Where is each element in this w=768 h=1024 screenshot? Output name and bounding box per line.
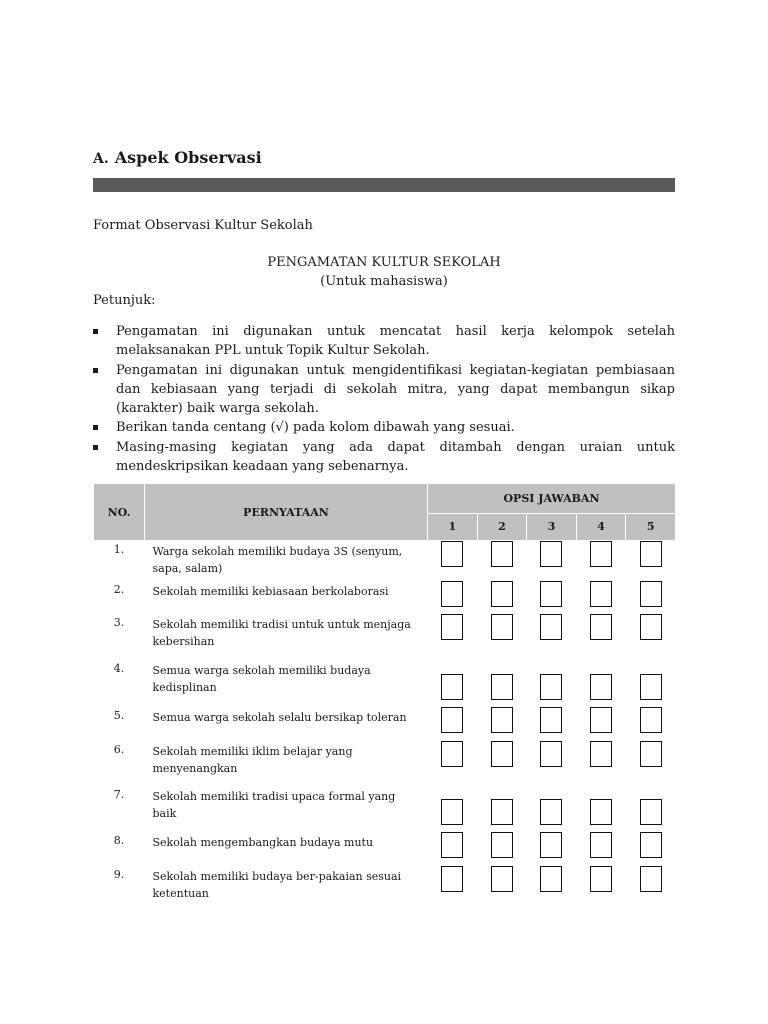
option-checkbox[interactable] xyxy=(640,832,662,858)
option-checkbox[interactable] xyxy=(590,674,612,700)
instruction-item xyxy=(93,322,675,361)
option-checkbox[interactable] xyxy=(441,832,463,858)
instructions-label: Petunjuk: xyxy=(93,293,156,308)
instruction-text: Pengamatan ini digunakan untuk mencatat hasil kerja kelompok setelah melaksanakan PPL untuk Topik Kultur Sekolah. xyxy=(116,324,675,359)
instruction-text: Berikan tanda centang (√) pada kolom dibawah yang sesuai. xyxy=(116,420,515,436)
option-checkbox[interactable] xyxy=(441,707,463,733)
option-checkbox[interactable] xyxy=(590,741,612,767)
table-row xyxy=(94,828,676,866)
row-statement: Sekolah memiliki tradisi upaca formal yang baik xyxy=(152,789,396,820)
header-options: OPSI JAWABAN xyxy=(428,484,676,514)
header-option-number: 1 xyxy=(428,513,478,540)
option-checkbox[interactable] xyxy=(491,614,513,640)
header-option-number: 5 xyxy=(626,513,676,540)
option-checkbox[interactable] xyxy=(441,614,463,640)
table-row xyxy=(94,786,676,828)
row-number: 5. xyxy=(113,708,125,722)
option-checkbox[interactable] xyxy=(540,674,562,700)
table-row xyxy=(94,614,676,660)
option-checkbox[interactable] xyxy=(590,541,612,567)
row-statement: Semua warga sekolah selalu bersikap toleran xyxy=(152,710,407,724)
option-checkbox[interactable] xyxy=(540,832,562,858)
option-checkbox[interactable] xyxy=(441,866,463,892)
option-checkbox[interactable] xyxy=(491,866,513,892)
table-row xyxy=(94,581,676,614)
option-checkbox[interactable] xyxy=(540,799,562,825)
document-title: PENGAMATAN KULTUR SEKOLAH xyxy=(267,255,501,270)
table-row xyxy=(94,741,676,786)
row-statement: Sekolah memiliki budaya ber-pakaian sesuai ketentuan xyxy=(152,869,402,900)
square-bullet-icon xyxy=(93,425,98,430)
square-bullet-icon xyxy=(93,329,98,334)
option-checkbox[interactable] xyxy=(441,741,463,767)
option-checkbox[interactable] xyxy=(441,581,463,607)
observation-table xyxy=(93,483,676,908)
option-checkbox[interactable] xyxy=(540,707,562,733)
document-subtitle: (Untuk mahasiswa) xyxy=(320,274,448,289)
option-checkbox[interactable] xyxy=(640,541,662,567)
option-checkbox[interactable] xyxy=(540,541,562,567)
row-statement: Semua warga sekolah memiliki budaya kedisplinan xyxy=(152,663,371,694)
row-number: 9. xyxy=(113,867,125,881)
row-number: 7. xyxy=(113,787,125,801)
header-statement: PERNYATAAN xyxy=(145,484,428,541)
option-checkbox[interactable] xyxy=(590,614,612,640)
instruction-item xyxy=(93,418,675,437)
header-option-number: 4 xyxy=(576,513,626,540)
header-no: NO. xyxy=(94,484,145,541)
option-checkbox[interactable] xyxy=(640,674,662,700)
row-number: 3. xyxy=(113,615,125,629)
option-checkbox[interactable] xyxy=(491,741,513,767)
section-title: Aspek Observasi xyxy=(114,148,262,167)
instruction-item xyxy=(93,361,675,419)
instruction-text: Pengamatan ini digunakan untuk mengidentifikasi kegiatan-kegiatan pembiasaan dan kebiasaan yang terjadi di sekolah mitra, yang dapat membangun sikap (karakter) baik warga sekolah. xyxy=(116,362,675,417)
row-statement: Sekolah mengembangkan budaya mutu xyxy=(152,835,374,849)
row-statement: Warga sekolah memiliki budaya 3S (senyum, sapa, salam) xyxy=(152,545,403,575)
row-statement: Sekolah memiliki kebiasaan berkolaborasi xyxy=(152,584,389,598)
section-heading xyxy=(93,148,262,167)
option-checkbox[interactable] xyxy=(590,799,612,825)
option-checkbox[interactable] xyxy=(540,581,562,607)
option-checkbox[interactable] xyxy=(540,614,562,640)
option-checkbox[interactable] xyxy=(491,799,513,825)
row-number: 4. xyxy=(113,661,125,675)
option-checkbox[interactable] xyxy=(640,581,662,607)
instructions-list xyxy=(93,322,675,476)
option-checkbox[interactable] xyxy=(640,614,662,640)
option-checkbox[interactable] xyxy=(640,799,662,825)
table-row xyxy=(94,866,676,908)
option-checkbox[interactable] xyxy=(491,832,513,858)
option-checkbox[interactable] xyxy=(441,541,463,567)
option-checkbox[interactable] xyxy=(640,866,662,892)
table-row xyxy=(94,660,676,703)
option-checkbox[interactable] xyxy=(590,832,612,858)
table-row xyxy=(94,541,676,581)
option-checkbox[interactable] xyxy=(441,799,463,825)
header-option-number: 3 xyxy=(527,513,577,540)
option-checkbox[interactable] xyxy=(491,707,513,733)
row-statement: Sekolah memiliki iklim belajar yang menyenangkan xyxy=(152,744,353,775)
option-checkbox[interactable] xyxy=(640,707,662,733)
section-letter: A. xyxy=(93,151,109,167)
option-checkbox[interactable] xyxy=(640,741,662,767)
option-checkbox[interactable] xyxy=(540,866,562,892)
row-number: 1. xyxy=(113,543,125,556)
header-option-number: 2 xyxy=(477,513,527,540)
table-row xyxy=(94,703,676,741)
option-checkbox[interactable] xyxy=(491,674,513,700)
row-statement: Sekolah memiliki tradisi untuk untuk menjaga kebersihan xyxy=(152,617,411,648)
option-checkbox[interactable] xyxy=(491,541,513,567)
square-bullet-icon xyxy=(93,368,98,373)
instruction-text: Masing-masing kegiatan yang ada dapat ditambah dengan uraian untuk mendeskripsikan keadaan yang sebenarnya. xyxy=(116,439,675,475)
format-title: Format Observasi Kultur Sekolah xyxy=(93,218,313,233)
option-checkbox[interactable] xyxy=(441,674,463,700)
option-checkbox[interactable] xyxy=(590,581,612,607)
square-bullet-icon xyxy=(93,445,98,450)
row-number: 6. xyxy=(113,742,125,756)
option-checkbox[interactable] xyxy=(491,581,513,607)
heading-divider-bar xyxy=(93,178,675,192)
row-number: 8. xyxy=(113,833,125,847)
instruction-item xyxy=(93,438,675,477)
option-checkbox[interactable] xyxy=(540,741,562,767)
row-number: 2. xyxy=(113,582,125,596)
option-checkbox[interactable] xyxy=(590,866,612,892)
option-checkbox[interactable] xyxy=(590,707,612,733)
